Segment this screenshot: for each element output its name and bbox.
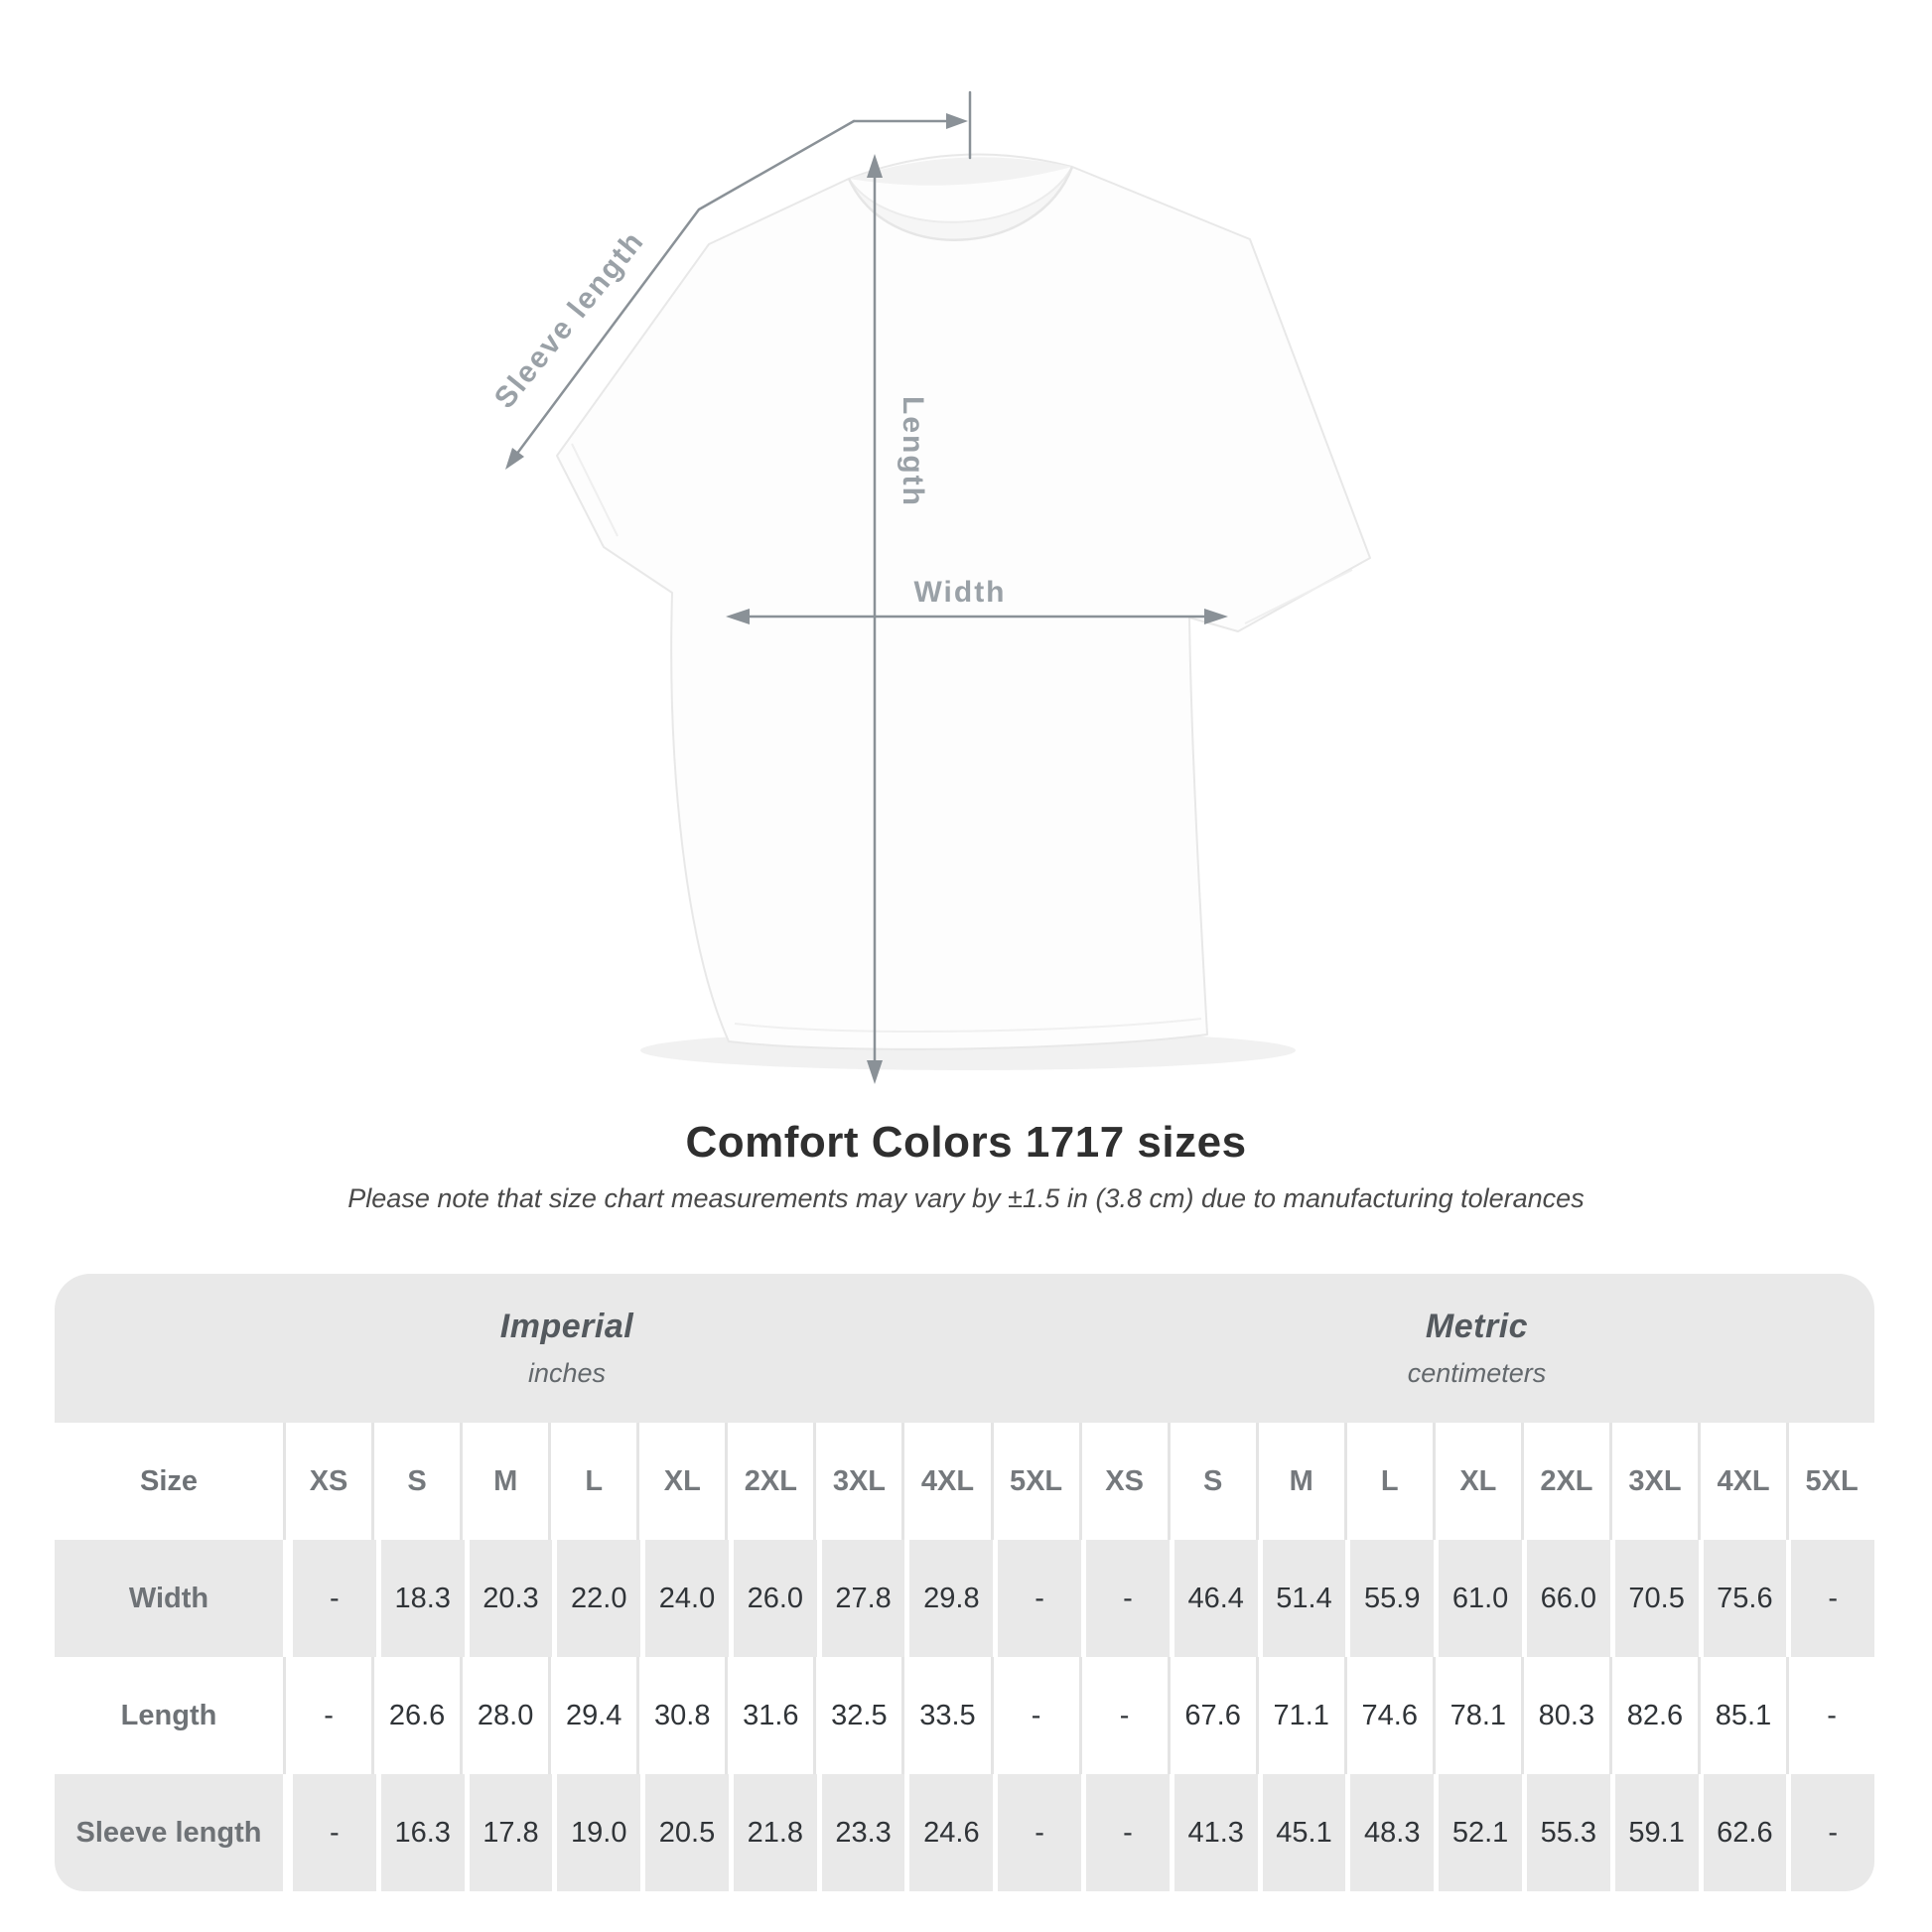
table-cell: - bbox=[1786, 1657, 1874, 1774]
size-col-header: XL bbox=[636, 1423, 725, 1540]
table-cell: - bbox=[1786, 1774, 1874, 1891]
table-row bbox=[55, 1774, 1874, 1891]
size-col-header: XS bbox=[283, 1423, 371, 1540]
size-header-row bbox=[55, 1423, 1874, 1540]
table-cell: 30.8 bbox=[636, 1657, 725, 1774]
size-col-header: XS bbox=[1079, 1423, 1168, 1540]
row-label: Sleeve length bbox=[75, 1816, 262, 1849]
size-col-header: 3XL bbox=[1609, 1423, 1698, 1540]
size-col-header: L bbox=[1344, 1423, 1433, 1540]
table-cell: 52.1 bbox=[1434, 1774, 1522, 1891]
table-cell: 20.3 bbox=[465, 1540, 553, 1657]
table-cell: - bbox=[993, 1774, 1081, 1891]
table-cell: - bbox=[991, 1657, 1079, 1774]
table-cell: 85.1 bbox=[1698, 1657, 1786, 1774]
table-cell: 55.3 bbox=[1522, 1774, 1610, 1891]
size-col-header: 3XL bbox=[813, 1423, 901, 1540]
table-cell: 78.1 bbox=[1433, 1657, 1521, 1774]
size-header-label: Size bbox=[139, 1464, 199, 1497]
table-cell: 66.0 bbox=[1522, 1540, 1610, 1657]
group-imperial-unit: inches bbox=[527, 1358, 606, 1388]
table-group-header bbox=[55, 1274, 1874, 1423]
table-cell: 31.6 bbox=[725, 1657, 813, 1774]
size-col-header: 5XL bbox=[991, 1423, 1079, 1540]
size-col-header: M bbox=[1256, 1423, 1344, 1540]
table-cell: 46.4 bbox=[1170, 1540, 1258, 1657]
size-col-header: 4XL bbox=[901, 1423, 990, 1540]
table-cell: 24.6 bbox=[904, 1774, 993, 1891]
table-cell: 80.3 bbox=[1521, 1657, 1609, 1774]
table-cell: - bbox=[1079, 1657, 1168, 1774]
table-row bbox=[55, 1657, 1874, 1774]
group-imperial-label: Imperial bbox=[499, 1308, 634, 1345]
size-col-header: 2XL bbox=[1521, 1423, 1609, 1540]
group-imperial bbox=[55, 1274, 1079, 1423]
table-cell: 75.6 bbox=[1699, 1540, 1787, 1657]
table-cell: - bbox=[993, 1540, 1081, 1657]
table-cell: - bbox=[283, 1774, 376, 1891]
table-cell: 22.0 bbox=[552, 1540, 640, 1657]
group-metric-label: Metric bbox=[1425, 1308, 1529, 1345]
table-cell: 24.0 bbox=[640, 1540, 729, 1657]
table-cell: 29.4 bbox=[548, 1657, 636, 1774]
size-col-header: 5XL bbox=[1786, 1423, 1874, 1540]
table-cell: 27.8 bbox=[817, 1540, 905, 1657]
table-cell: 19.0 bbox=[552, 1774, 640, 1891]
group-metric bbox=[1079, 1274, 1874, 1423]
size-col-header: XL bbox=[1433, 1423, 1521, 1540]
table-cell: 45.1 bbox=[1258, 1774, 1346, 1891]
table-cell: 41.3 bbox=[1170, 1774, 1258, 1891]
table-cell: 59.1 bbox=[1610, 1774, 1699, 1891]
size-col-header: S bbox=[1168, 1423, 1256, 1540]
width-label: Width bbox=[913, 576, 1007, 609]
size-table bbox=[55, 1274, 1874, 1891]
page-subtitle: Please note that size chart measurements may vary by ±1.5 in (3.8 cm) due to manufacturing tolerances bbox=[347, 1183, 1585, 1213]
size-col-header: 2XL bbox=[725, 1423, 813, 1540]
table-cell: 51.4 bbox=[1258, 1540, 1346, 1657]
table-cell: 20.5 bbox=[640, 1774, 729, 1891]
table-cell: 67.6 bbox=[1168, 1657, 1256, 1774]
table-cell: 61.0 bbox=[1434, 1540, 1522, 1657]
table-cell: 70.5 bbox=[1610, 1540, 1699, 1657]
row-label: Length bbox=[120, 1699, 217, 1731]
table-cell: 21.8 bbox=[729, 1774, 817, 1891]
size-col-header: L bbox=[548, 1423, 636, 1540]
group-metric-unit: centimeters bbox=[1407, 1358, 1547, 1388]
table-cell: - bbox=[1081, 1540, 1170, 1657]
table-cell: 29.8 bbox=[904, 1540, 993, 1657]
table-row bbox=[55, 1540, 1874, 1657]
size-col-header: 4XL bbox=[1698, 1423, 1786, 1540]
table-cell: - bbox=[1786, 1540, 1874, 1657]
table-cell: 55.9 bbox=[1345, 1540, 1434, 1657]
table-cell: 26.6 bbox=[371, 1657, 460, 1774]
table-cell: 23.3 bbox=[817, 1774, 905, 1891]
table-cell: 17.8 bbox=[465, 1774, 553, 1891]
row-label: Width bbox=[128, 1582, 209, 1614]
table-cell: 82.6 bbox=[1609, 1657, 1698, 1774]
table-cell: - bbox=[1081, 1774, 1170, 1891]
length-label: Length bbox=[897, 396, 929, 507]
table-cell: 48.3 bbox=[1345, 1774, 1434, 1891]
table-cell: 71.1 bbox=[1256, 1657, 1344, 1774]
page-title: Comfort Colors 1717 sizes bbox=[685, 1118, 1247, 1167]
size-col-header: M bbox=[460, 1423, 548, 1540]
table-cell: 18.3 bbox=[376, 1540, 465, 1657]
table-cell: 74.6 bbox=[1344, 1657, 1433, 1774]
table-cell: - bbox=[283, 1540, 376, 1657]
table-cell: 33.5 bbox=[901, 1657, 990, 1774]
size-col-header: S bbox=[371, 1423, 460, 1540]
table-body bbox=[55, 1540, 1874, 1891]
table-cell: 26.0 bbox=[729, 1540, 817, 1657]
table-cell: 28.0 bbox=[460, 1657, 548, 1774]
table-cell: - bbox=[283, 1657, 371, 1774]
table-cell: 16.3 bbox=[376, 1774, 465, 1891]
table-cell: 62.6 bbox=[1699, 1774, 1787, 1891]
table-cell: 32.5 bbox=[813, 1657, 901, 1774]
sleeve-length-label: Sleeve length bbox=[487, 224, 651, 415]
title-block bbox=[0, 1118, 1932, 1214]
